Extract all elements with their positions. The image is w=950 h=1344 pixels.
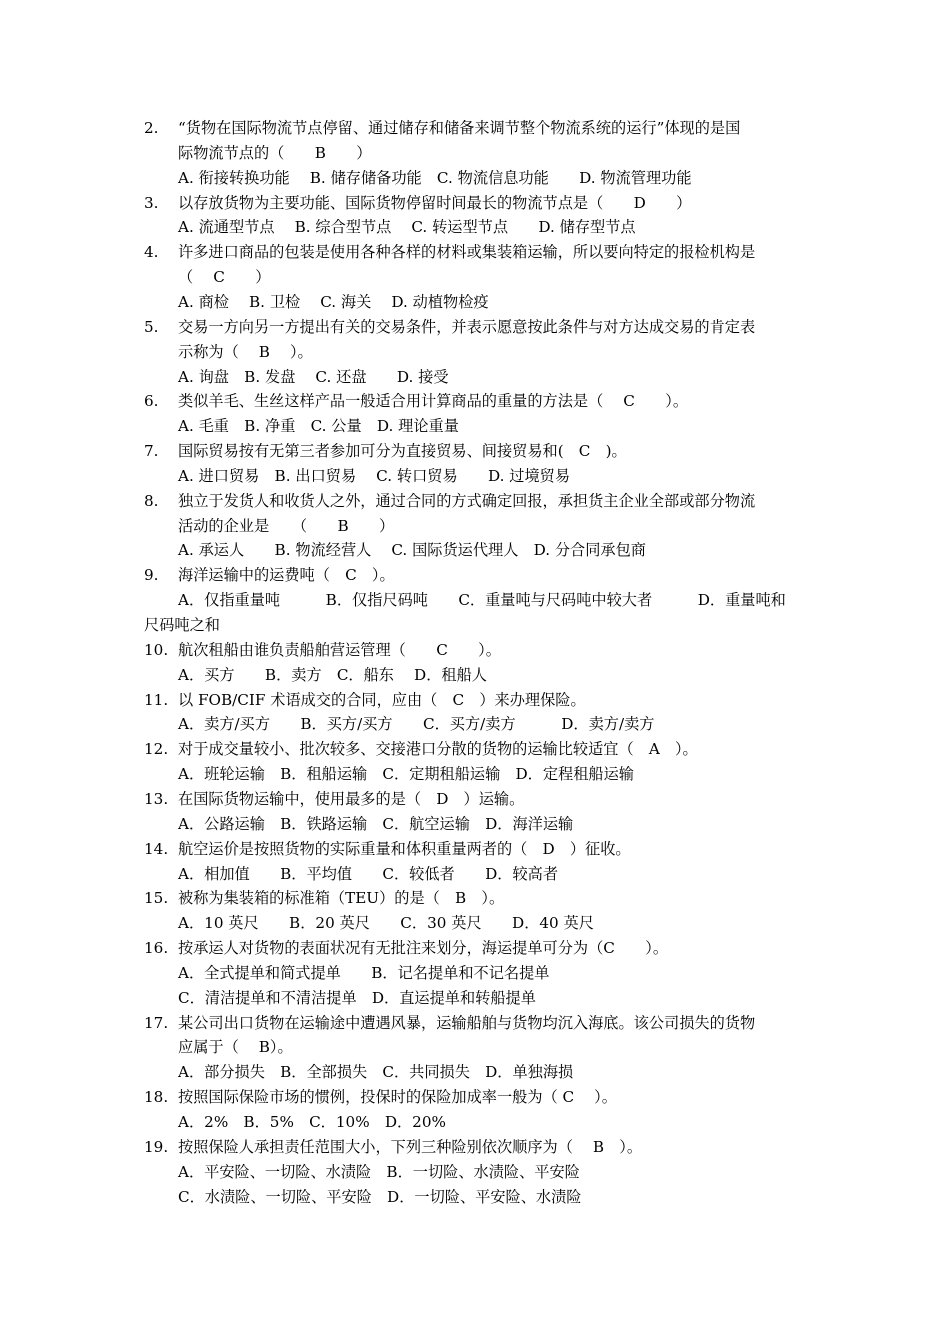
question-text: 在国际货物运输中，使用最多的是（ D ）运输。 <box>178 790 525 808</box>
answer-options: A. 承运人 B. 物流经营人 C. 国际货运代理人 D. 分合同承包商 <box>178 541 646 559</box>
answer-options-continued: 尺码吨之和 <box>144 616 220 634</box>
answer-options: A．全式提单和简式提单 B．记名提单和不记名提单 <box>178 964 550 982</box>
question-text: 国际贸易按有无第三者参加可分为直接贸易、间接贸易和( C )。 <box>178 442 627 460</box>
answer-options: A. 询盘 B. 发盘 C. 还盘 D. 接受 <box>178 368 449 386</box>
question-text: “货物在国际物流节点停留、通过储存和储备来调节整个物流系统的运行”体现的是国 <box>178 119 741 137</box>
answer-options: A．平安险、一切险、水渍险 B．一切险、水渍险、平安险 <box>178 1163 580 1181</box>
question-text: 航空运价是按照货物的实际重量和体积重量两者的（ D ）征收。 <box>178 840 631 858</box>
answer-options: A．仅指重量吨 B．仅指尺码吨 C．重量吨与尺码吨中较大者 D．重量吨和 <box>178 591 786 609</box>
question-number: 7. <box>144 442 159 460</box>
answer-options: C．清洁提单和不清洁提单 D．直运提单和转船提单 <box>178 989 536 1007</box>
question-number: 5. <box>144 318 159 336</box>
answer-options: A．相加值 B．平均值 C．较低者 D．较高者 <box>178 865 559 883</box>
answer-options: A．班轮运输 B．租船运输 C．定期租船运输 D．定程租船运输 <box>178 765 634 783</box>
question-text: 类似羊毛、生丝这样产品一般适合用计算商品的重量的方法是（ C ）。 <box>178 392 689 410</box>
question-text: 交易一方向另一方提出有关的交易条件，并表示愿意按此条件与对方达成交易的肯定表 <box>178 318 756 336</box>
answer-options: A．卖方/买方 B．买方/买方 C．买方/卖方 D．卖方/卖方 <box>178 715 655 733</box>
question-text: 许多进口商品的包装是使用各种各样的材料或集装箱运输，所以要向特定的报检机构是 <box>178 243 756 261</box>
question-text: 海洋运输中的运费吨（ C ）。 <box>178 566 395 584</box>
question-text: （ C ） <box>178 268 271 286</box>
question-text: 际物流节点的（ B ） <box>178 144 372 162</box>
answer-options: A．公路运输 B．铁路运输 C．航空运输 D．海洋运输 <box>178 815 574 833</box>
question-text: 被称为集装箱的标准箱（TEU）的是（ B ）。 <box>178 889 505 907</box>
question-text: 某公司出口货物在运输途中遭遇风暴，运输船舶与货物均沉入海底。该公司损失的货物 <box>178 1014 756 1032</box>
answer-options: A．10 英尺 B．20 英尺 C．30 英尺 D．40 英尺 <box>178 914 594 932</box>
question-number: 11. <box>144 691 169 709</box>
answer-options: A．买方 B．卖方 C．船东 D．租船人 <box>178 666 487 684</box>
answer-options: A. 衔接转换功能 B. 储存储备功能 C. 物流信息功能 D. 物流管理功能 <box>178 169 692 187</box>
answer-options: A．部分损失 B．全部损失 C．共同损失 D．单独海损 <box>178 1063 574 1081</box>
question-number: 16. <box>144 939 169 957</box>
question-number: 2. <box>144 119 159 137</box>
question-text: 按照保险人承担责任范围大小，下列三种险别依次顺序为（ B ）。 <box>178 1138 643 1156</box>
question-number: 10. <box>144 641 169 659</box>
question-number: 18. <box>144 1088 169 1106</box>
answer-options: A. 进口贸易 B. 出口贸易 C. 转口贸易 D. 过境贸易 <box>178 467 571 485</box>
answer-options: A. 商检 B. 卫检 C. 海关 D. 动植物检疫 <box>178 293 489 311</box>
question-text: 对于成交量较小、批次较多、交接港口分散的货物的运输比较适宜（ A ）。 <box>178 740 698 758</box>
question-text: 以 FOB/CIF 术语成交的合同，应由（ C ）来办理保险。 <box>178 691 586 709</box>
answer-options: A. 流通型节点 B. 综合型节点 C. 转运型节点 D. 储存型节点 <box>178 218 636 236</box>
question-text: 按照国际保险市场的惯例，投保时的保险加成率一般为（ C ）。 <box>178 1088 617 1106</box>
question-number: 13. <box>144 790 169 808</box>
question-text: 示称为（ B ）。 <box>178 343 313 361</box>
question-text: 应属于（ B）。 <box>178 1038 293 1056</box>
question-number: 9. <box>144 566 159 584</box>
question-text: 活动的企业是 （ B ） <box>178 517 395 535</box>
question-number: 14. <box>144 840 169 858</box>
question-number: 19. <box>144 1138 169 1156</box>
answer-options: C．水渍险、一切险、平安险 D．一切险、平安险、水渍险 <box>178 1188 582 1206</box>
question-number: 4. <box>144 243 159 261</box>
question-number: 3. <box>144 194 159 212</box>
answer-options: A. 毛重 B. 净重 C. 公量 D. 理论重量 <box>178 417 459 435</box>
question-number: 17. <box>144 1014 169 1032</box>
question-number: 8. <box>144 492 159 510</box>
question-number: 15. <box>144 889 169 907</box>
answer-options: A．2% B．5% C．10% D．20% <box>178 1113 446 1131</box>
question-text: 独立于发货人和收货人之外，通过合同的方式确定回报，承担货主企业全部或部分物流 <box>178 492 756 510</box>
question-text: 航次租船由谁负责船舶营运管理（ C ）。 <box>178 641 501 659</box>
question-text: 以存放货物为主要功能、国际货物停留时间最长的物流节点是（ D ） <box>178 194 692 212</box>
question-number: 6. <box>144 392 159 410</box>
question-text: 按承运人对货物的表面状况有无批注来划分，海运提单可分为（C ）。 <box>178 939 669 957</box>
question-number: 12. <box>144 740 169 758</box>
